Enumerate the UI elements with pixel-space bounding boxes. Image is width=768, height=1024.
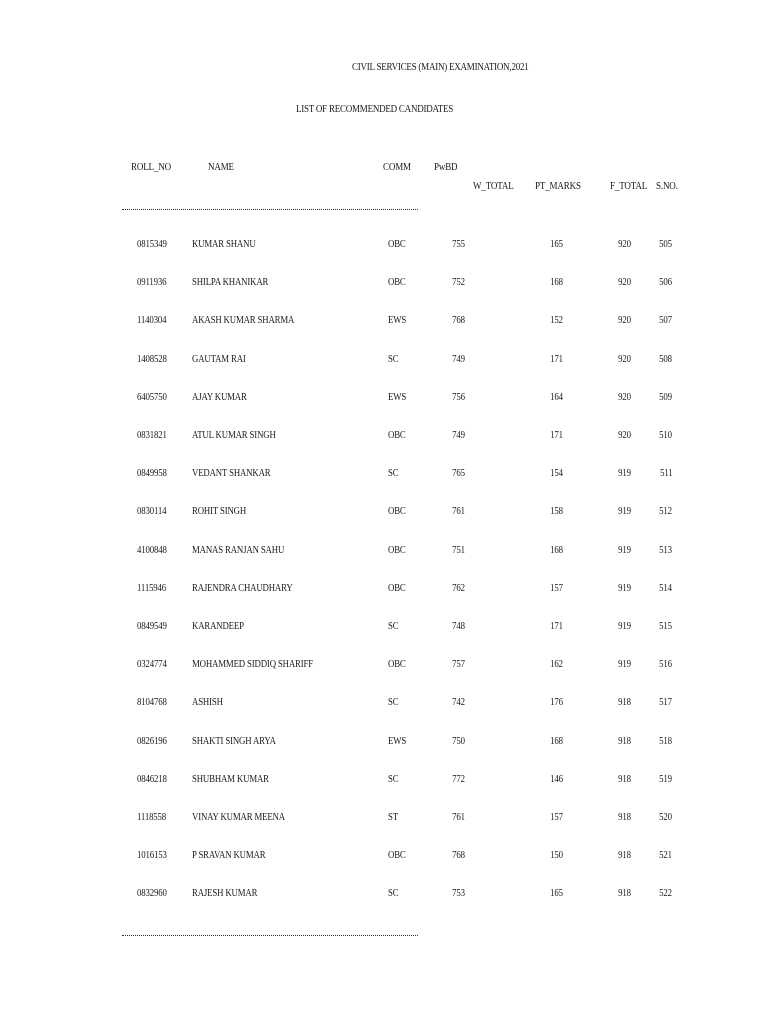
table-row [0,658,768,672]
table-row [0,505,768,519]
table-row [0,353,768,367]
document-title: CIVIL SERVICES (MAIN) EXAMINATION,2021 [352,61,529,73]
w-total-cell: 751 [452,544,465,556]
w-total-cell: 748 [452,620,465,632]
w-total-cell: 750 [452,735,465,747]
table-row [0,620,768,634]
pt-marks-cell: 150 [550,849,563,861]
sno-cell: 508 [659,353,672,365]
w-total-cell: 742 [452,696,465,708]
table-row [0,811,768,825]
comm-cell: OBC [388,505,406,517]
sno-cell: 516 [659,658,672,670]
document-subtitle: LIST OF RECOMMENDED CANDIDATES [296,103,454,115]
w-total-cell: 772 [452,773,465,785]
header-name: NAME [208,161,234,173]
name-cell: SHILPA KHANIKAR [192,276,269,288]
roll-no-cell: 0831821 [137,429,167,441]
name-cell: MANAS RANJAN SAHU [192,544,285,556]
f-total-cell: 919 [618,505,631,517]
table-row [0,582,768,596]
comm-cell: EWS [388,735,407,747]
roll-no-cell: 0911936 [137,276,167,288]
comm-cell: OBC [388,429,406,441]
comm-cell: SC [388,696,399,708]
roll-no-cell: 1408528 [137,353,167,365]
bottom-divider [122,935,418,936]
f-total-cell: 919 [618,467,631,479]
comm-cell: OBC [388,849,406,861]
name-cell: VINAY KUMAR MEENA [192,811,285,823]
f-total-cell: 920 [618,238,631,250]
roll-no-cell: 0826196 [137,735,167,747]
pt-marks-cell: 146 [550,773,563,785]
name-cell: RAJENDRA CHAUDHARY [192,582,293,594]
sno-cell: 522 [659,887,672,899]
name-cell: MOHAMMED SIDDIQ SHARIFF [192,658,314,670]
pt-marks-cell: 171 [550,353,563,365]
roll-no-cell: 8104768 [137,696,167,708]
pt-marks-cell: 171 [550,429,563,441]
roll-no-cell: 0846218 [137,773,167,785]
pt-marks-cell: 176 [550,696,563,708]
w-total-cell: 749 [452,429,465,441]
roll-no-cell: 0849549 [137,620,167,632]
comm-cell: OBC [388,276,406,288]
pt-marks-cell: 154 [550,467,563,479]
w-total-cell: 761 [452,811,465,823]
w-total-cell: 765 [452,467,465,479]
comm-cell: SC [388,620,399,632]
f-total-cell: 919 [618,544,631,556]
name-cell: RAJESH KUMAR [192,887,258,899]
name-cell: GAUTAM RAI [192,353,246,365]
table-row [0,391,768,405]
sno-cell: 520 [659,811,672,823]
w-total-cell: 768 [452,314,465,326]
w-total-cell: 761 [452,505,465,517]
f-total-cell: 918 [618,735,631,747]
sno-cell: 510 [659,429,672,441]
pt-marks-cell: 152 [550,314,563,326]
roll-no-cell: 1140304 [137,314,167,326]
header-pwbd: PwBD [434,161,458,173]
name-cell: ASHISH [192,696,223,708]
f-total-cell: 918 [618,849,631,861]
pt-marks-cell: 168 [550,544,563,556]
pt-marks-cell: 168 [550,735,563,747]
roll-no-cell: 0849958 [137,467,167,479]
roll-no-cell: 1115946 [137,582,167,594]
name-cell: AJAY KUMAR [192,391,247,403]
pt-marks-cell: 162 [550,658,563,670]
f-total-cell: 918 [618,811,631,823]
comm-cell: OBC [388,238,406,250]
header-w-total: W_TOTAL [473,180,514,192]
header-pt-marks: PT_MARKS [535,180,581,192]
name-cell: KUMAR SHANU [192,238,256,250]
f-total-cell: 918 [618,773,631,785]
roll-no-cell: 6405750 [137,391,167,403]
f-total-cell: 920 [618,314,631,326]
comm-cell: EWS [388,391,407,403]
f-total-cell: 919 [618,658,631,670]
pt-marks-cell: 168 [550,276,563,288]
roll-no-cell: 0832960 [137,887,167,899]
roll-no-cell: 0324774 [137,658,167,670]
pt-marks-cell: 171 [550,620,563,632]
table-row [0,887,768,901]
pt-marks-cell: 158 [550,505,563,517]
comm-cell: SC [388,773,399,785]
header-sno: S.NO. [656,180,678,192]
f-total-cell: 920 [618,429,631,441]
pt-marks-cell: 157 [550,811,563,823]
table-row [0,849,768,863]
header-roll-no: ROLL_NO [131,161,171,173]
w-total-cell: 768 [452,849,465,861]
sno-cell: 509 [659,391,672,403]
name-cell: ROHIT SINGH [192,505,247,517]
w-total-cell: 752 [452,276,465,288]
comm-cell: ST [388,811,398,823]
table-row [0,773,768,787]
comm-cell: OBC [388,658,406,670]
sno-cell: 512 [659,505,672,517]
pt-marks-cell: 165 [550,887,563,899]
table-row [0,544,768,558]
f-total-cell: 920 [618,276,631,288]
comm-cell: SC [388,887,399,899]
sno-cell: 519 [659,773,672,785]
sno-cell: 517 [659,696,672,708]
name-cell: P SRAVAN KUMAR [192,849,266,861]
roll-no-cell: 1016153 [137,849,167,861]
sno-cell: 507 [659,314,672,326]
f-total-cell: 918 [618,887,631,899]
table-row [0,314,768,328]
f-total-cell: 920 [618,353,631,365]
header-comm: COMM [383,161,411,173]
name-cell: KARANDEEP [192,620,244,632]
w-total-cell: 757 [452,658,465,670]
table-row [0,429,768,443]
name-cell: AKASH KUMAR SHARMA [192,314,295,326]
header-f-total: F_TOTAL [610,180,648,192]
sno-cell: 513 [659,544,672,556]
name-cell: SHAKTI SINGH ARYA [192,735,276,747]
sno-cell: 518 [659,735,672,747]
comm-cell: OBC [388,544,406,556]
w-total-cell: 753 [452,887,465,899]
table-row [0,467,768,481]
sno-cell: 514 [659,582,672,594]
pt-marks-cell: 164 [550,391,563,403]
f-total-cell: 918 [618,696,631,708]
comm-cell: SC [388,467,399,479]
name-cell: SHUBHAM KUMAR [192,773,269,785]
comm-cell: OBC [388,582,406,594]
w-total-cell: 762 [452,582,465,594]
w-total-cell: 755 [452,238,465,250]
name-cell: VEDANT SHANKAR [192,467,271,479]
pt-marks-cell: 157 [550,582,563,594]
sno-cell: 505 [659,238,672,250]
sno-cell: 515 [659,620,672,632]
comm-cell: SC [388,353,399,365]
top-divider [122,209,418,210]
roll-no-cell: 0815349 [137,238,167,250]
table-row [0,276,768,290]
sno-cell: 506 [659,276,672,288]
w-total-cell: 749 [452,353,465,365]
w-total-cell: 756 [452,391,465,403]
roll-no-cell: 0830114 [137,505,167,517]
comm-cell: EWS [388,314,407,326]
f-total-cell: 919 [618,582,631,594]
sno-cell: 521 [659,849,672,861]
f-total-cell: 919 [618,620,631,632]
roll-no-cell: 1118558 [137,811,167,823]
roll-no-cell: 4100848 [137,544,167,556]
pt-marks-cell: 165 [550,238,563,250]
name-cell: ATUL KUMAR SINGH [192,429,276,441]
table-row [0,696,768,710]
table-row [0,735,768,749]
table-row [0,238,768,252]
sno-cell: 511 [659,467,672,479]
f-total-cell: 920 [618,391,631,403]
